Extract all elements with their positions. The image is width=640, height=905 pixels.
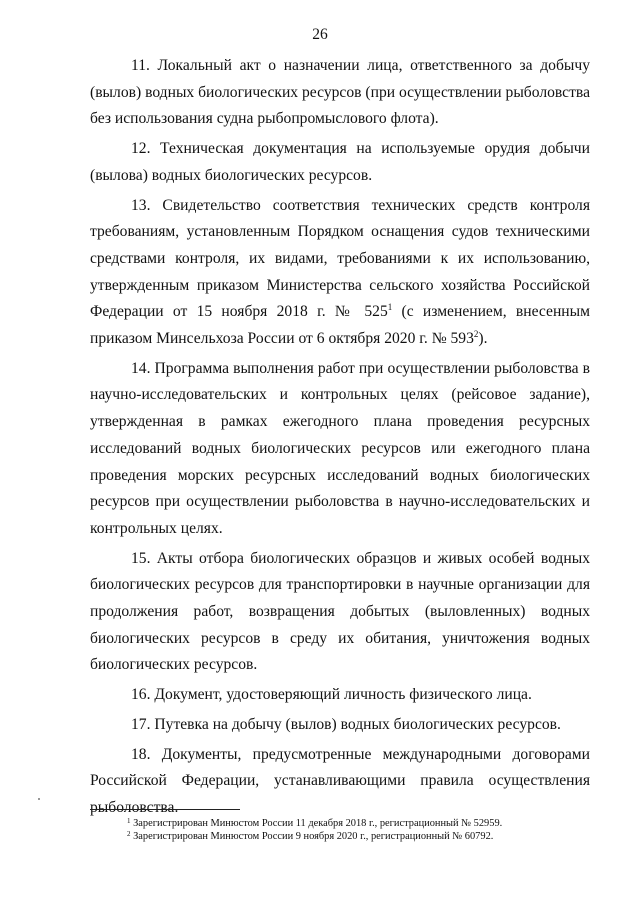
list-item-15: 15. Акты отбора биологических образцов и живых особей водных биологических ресурсов для транспортировки в научные организации для продолжения работ, возвращения добытых (выловленных) водных биологических ресурсов в среду их обитания, уничтожения водных биологических ресурсов.	[90, 549, 590, 674]
footnote-mark-2: 2	[127, 830, 131, 838]
list-item-11: 11. Локальный акт о назначении лица, ответственного за добычу (вылов) водных биологических ресурсов (при осуществлении рыболовства без использования судна рыбопромыслового флота).	[90, 57, 590, 128]
list-item-12: 12. Техническая документация на используемые орудия добычи (вылова) водных биологических ресурсов.	[90, 140, 590, 184]
footnote-ref-2[interactable]: 2	[473, 329, 479, 340]
footnote-2-text: Зарегистрирован Минюстом России 9 ноября 2020 г., регистрационный № 60792.	[130, 831, 494, 842]
document-body	[90, 53, 590, 825]
list-item-13-text-a: 13. Свидетельство соответствия технических средств контроля требованиям, установленным Порядком оснащения судов техническими средствами контроля, их видами, требованиями к их использованию, утвержденным приказом Министерства сельского хозяйства Российской Федерации от 15 ноября 2018 г. № 525	[90, 196, 590, 321]
footnote-divider	[90, 809, 240, 810]
list-item-13	[90, 193, 590, 353]
footnote-ref-1[interactable]: 1	[387, 302, 393, 313]
footnotes	[127, 817, 597, 843]
list-item-13-text-b: (с изменением, внесенным приказом Минсельхоза России от 6 октября 2020 г. № 593	[90, 303, 590, 348]
footnote-mark-1: 1	[127, 817, 131, 825]
list-item-17: 17. Путевка на добычу (вылов) водных биологических ресурсов.	[131, 715, 561, 733]
list-item-13-text-c: ).	[478, 330, 488, 348]
list-item-14: 14. Программа выполнения работ при осуществлении рыболовства в научно-исследовательских и контрольных целях (рейсовое задание), утвержденная в рамках ежегодного плана проведения ресурсных исследований водных биологических ресурсов или ежегодного плана проведения морских ресурсных исследований водных биологических ресурсов при осуществлении рыболовства в научно-исследовательских и контрольных целях.	[90, 359, 590, 537]
page-number: 26	[312, 26, 328, 43]
list-item-18: 18. Документы, предусмотренные международными договорами Российской Федерации, устанавливающими правила осуществления рыболовства.	[90, 745, 590, 816]
footnote-2	[127, 830, 597, 843]
scan-speck	[38, 798, 40, 800]
footnote-1-text: Зарегистрирован Минюстом России 11 декабря 2018 г., регистрационный № 52959.	[130, 818, 503, 829]
list-item-16: 16. Документ, удостоверяющий личность физического лица.	[131, 686, 532, 704]
footnote-1	[127, 817, 597, 830]
